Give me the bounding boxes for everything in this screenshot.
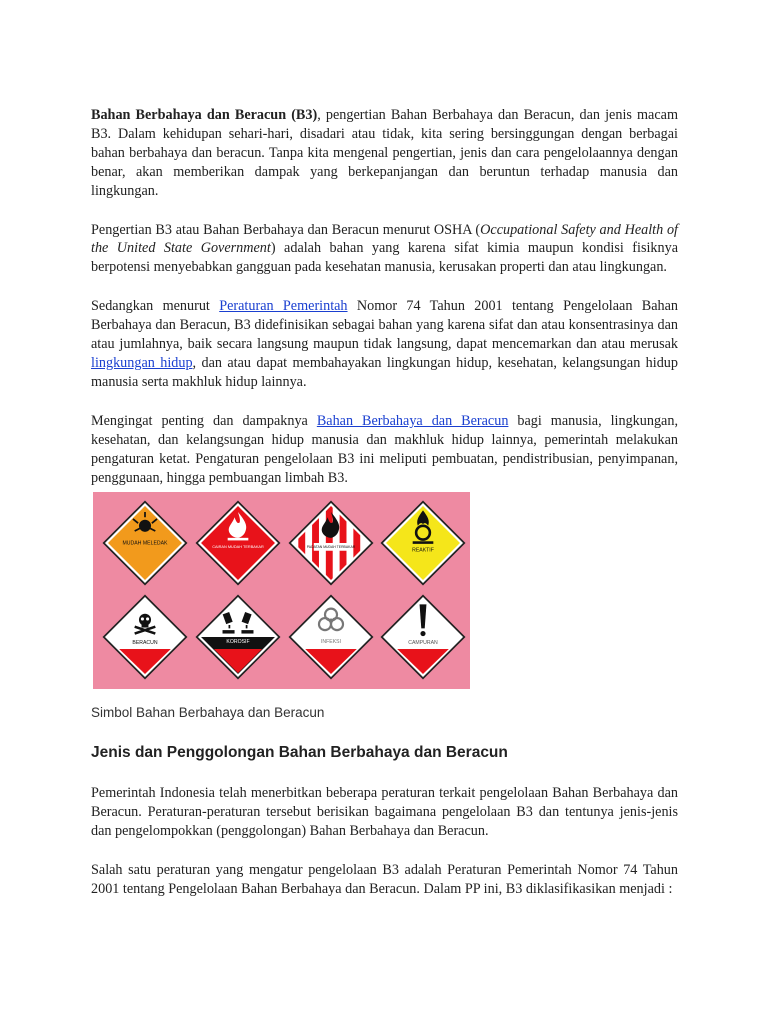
paragraph-regulations-overview: Pemerintah Indonesia telah menerbitkan beberapa peraturan terkait pengelolaan Bahan Berbahaya dan Beracun. Peraturan-peraturan tersebut berisikan bagaimana pengelolaan B3 dan tentunya jenis-jenis dan pengelompokkan (penggolongan) Bahan Berbahaya dan Beracun. — [91, 785, 678, 840]
sign-label: CAIRAN MUDAH TERBAKAR — [212, 544, 264, 550]
paragraph-classification-intro: Salah satu peraturan yang mengatur pengelolaan B3 adalah Peraturan Pemerintah Nomor 74 Tahun 2001 tentang Pengelolaan Bahan Berbahaya dan Beracun. Dalam PP ini, B3 diklasifikasikan menjadi : — [91, 862, 678, 898]
paragraph-regulation: Mengingat penting dan dampaknya Bahan Berbahaya dan Beracun bagi manusia, lingkungan, kesehatan, dan kelangsungan hidup manusia dan makhluk hidup lainnya, pemerintah melakukan pengaturan ketat. Pengaturan pengelolaan B3 ini meliputi pembuatan, pendistribusian, penyimpanan, penggunaan, hingga pembuangan limbah B3. — [91, 412, 678, 486]
hazard-sign-mixture — [380, 594, 466, 680]
sign-label: INFEKSI — [320, 639, 342, 646]
sign-label: KOROSIF — [226, 639, 250, 646]
sign-label: PADATAN MUDAH TERBAKAR — [306, 545, 356, 550]
hazard-sign-flammable-liquid — [195, 500, 281, 586]
hazard-sign-reactive — [380, 500, 466, 586]
link-peraturan-pemerintah[interactable]: Peraturan Pemerintah — [219, 298, 348, 315]
hazard-sign-flammable-solid — [288, 500, 374, 586]
figure-caption: Simbol Bahan Berbahaya dan Beracun — [91, 705, 325, 721]
bold-term: Bahan Berbahaya dan Beracun (B3) — [91, 107, 318, 123]
sign-label: CAMPURAN — [408, 640, 438, 647]
article-body — [91, 106, 678, 919]
sign-label: BERACUN — [132, 640, 158, 647]
sign-label: MUDAH MELEDAK — [122, 541, 168, 548]
hazard-sign-toxic — [102, 594, 188, 680]
hazard-sign-explosive — [102, 500, 188, 586]
paragraph-osha-definition: Pengertian B3 atau Bahan Berbahaya dan Beracun menurut OSHA (Occupational Safety and Health of the United State Government) adalah bahan yang karena sifat kimia maupun kondisi fisiknya berpotensi menyebabkan gangguan pada kesehatan manusia, kerusakan properti dan atau lingkungan. — [91, 221, 678, 276]
link-lingkungan-hidup[interactable]: lingkungan hidup — [91, 354, 193, 371]
paragraph-pp-definition: Sedangkan menurut Peraturan Pemerintah Nomor 74 Tahun 2001 tentang Pengelolaan Bahan Berbahaya dan Beracun, B3 didefinisikan sebagai bahan yang karena sifat dan atau konsentrasinya dan atau jumlahnya, baik secara langsung maupun tidak langsung, dapat mencemarkan dan atau merusak lingkungan hidup, dan atau dapat membahayakan lingkungan hidup, kesehatan, kelangsungan hidup manusia serta makhluk hidup lainnya. — [91, 298, 678, 390]
section-heading: Jenis dan Penggolongan Bahan Berbahaya dan Beracun — [91, 744, 508, 762]
hazard-sign-infectious — [288, 594, 374, 680]
sign-label: REAKTIF — [412, 548, 434, 555]
paragraph-intro: Bahan Berbahaya dan Beracun (B3), pengertian Bahan Berbahaya dan Beracun, dan jenis macam B3. Dalam kehidupan sehari-hari, disadari atau tidak, kita sering bersinggungan dengan berbagai bahan berbahaya dan beracun. Tanpa kita mengenal pengertian, jenis dan cara pengelolaannya dengan benar, akan memberikan dampak yang berkepanjangan dan beruntun terhadap manusia dan lingkungan. — [91, 107, 678, 199]
osha-full-name: Occupational Safety and Health of the United State Government — [91, 221, 678, 257]
hazard-sign-corrosive — [195, 594, 281, 680]
link-bahan-berbahaya[interactable]: Bahan Berbahaya dan Beracun — [316, 412, 509, 429]
hazard-symbols-image — [93, 492, 470, 689]
